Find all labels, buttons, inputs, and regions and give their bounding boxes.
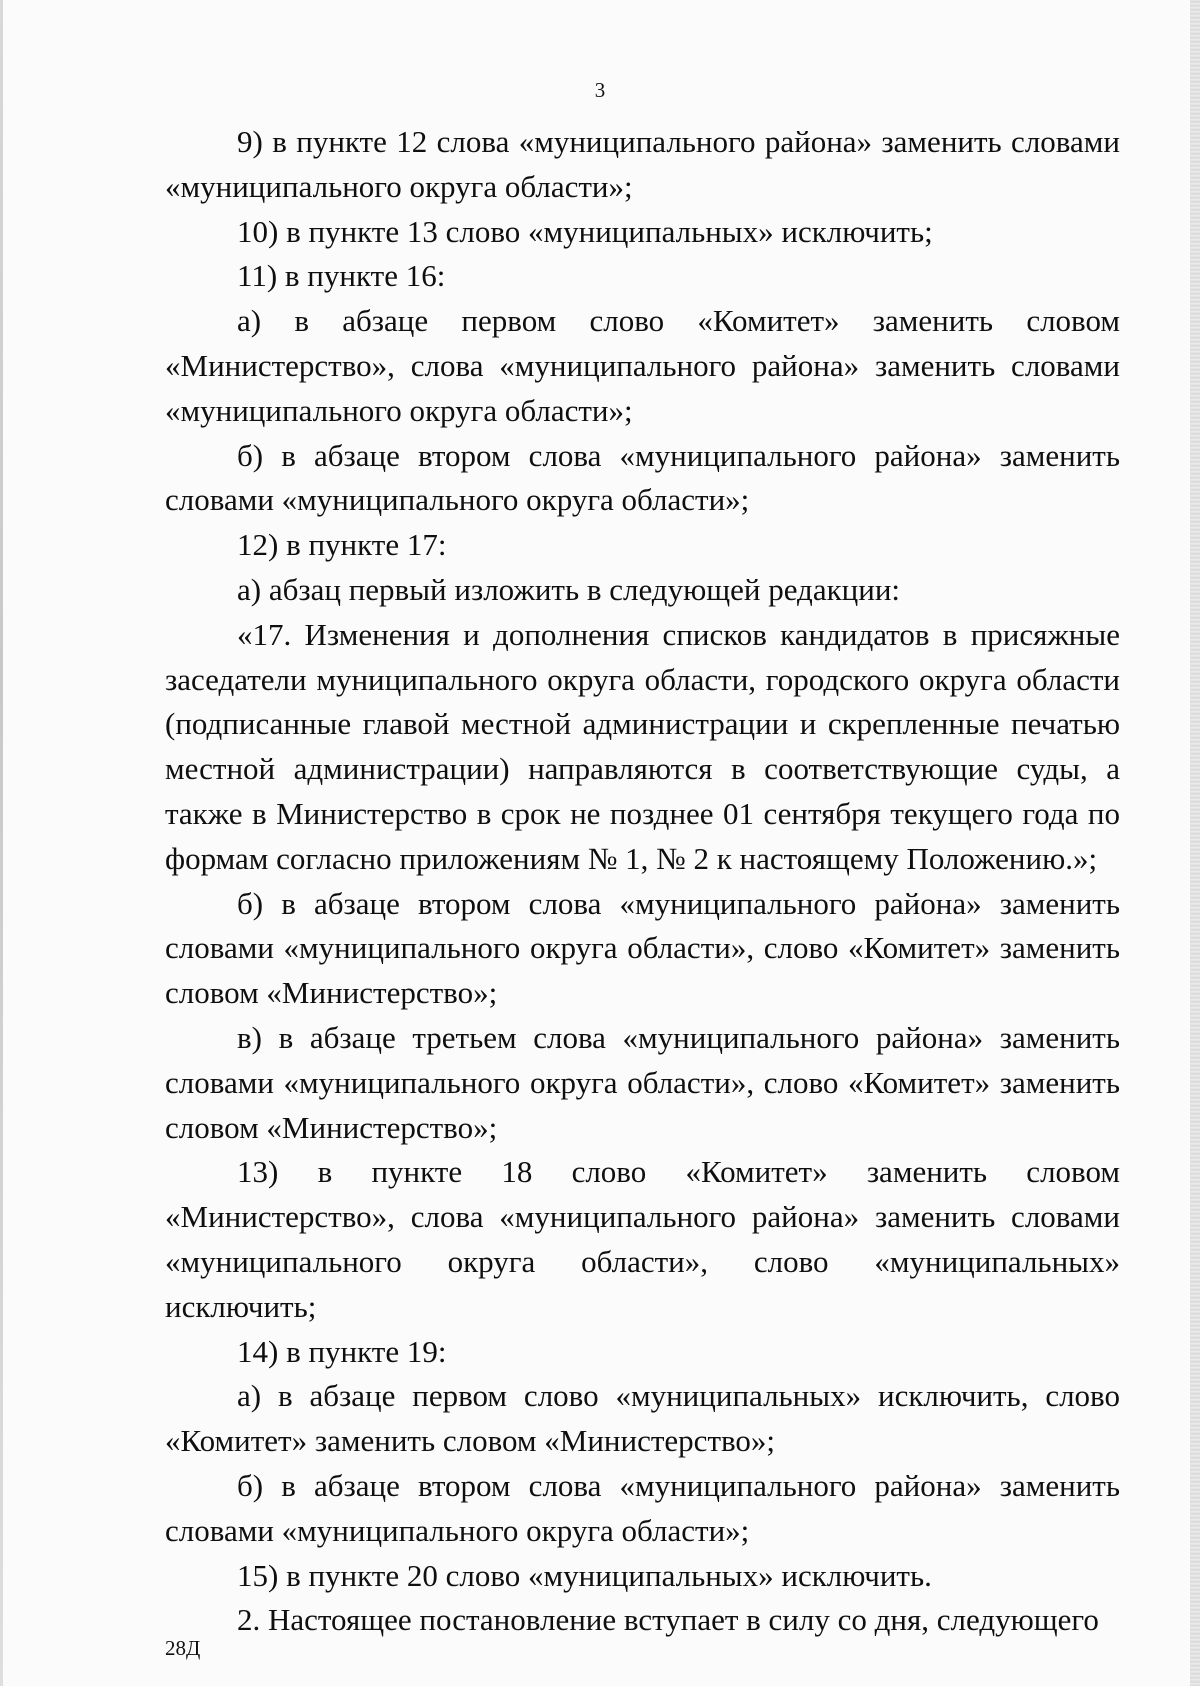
paragraph: «17. Изменения и дополнения списков кандидатов в присяжные заседатели муниципального округа области, городского округа области (подписанные главой местной администрации и скрепленные печатью местной администрации) направляются в соответствующие суды, а также в Министерство в срок не позднее 01 сентября текущего года по формам согласно приложениям № 1, № 2 к настоящему Положению.»; <box>165 616 1120 876</box>
paragraph: а) абзац первый изложить в следующей редакции: <box>237 571 901 607</box>
paragraph: в) в абзаце третьем слова «муниципального района» заменить словами «муниципального округа области», слово «Комитет» заменить словом «Министерство»; <box>165 1019 1120 1145</box>
paragraph: 10) в пункте 13 слово «муниципальных» исключить; <box>237 213 933 249</box>
paragraph: б) в абзаце втором слова «муниципального района» заменить словами «муниципального округа области»; <box>165 1467 1120 1548</box>
scan-edge-left <box>0 0 3 1686</box>
paragraph: 2. Настоящее постановление вступает в силу со дня, следующего <box>237 1602 1099 1638</box>
paragraph: 15) в пункте 20 слово «муниципальных» исключить. <box>237 1557 932 1593</box>
paragraph: а) в абзаце первом слово «Комитет» заменить словом «Министерство», слова «муниципального района» заменить словами «муниципального округа области»; <box>165 303 1120 428</box>
page-number: 3 <box>594 78 606 102</box>
paragraph: 14) в пункте 19: <box>237 1333 447 1369</box>
scan-edge-right <box>1190 0 1200 1686</box>
paragraph: 11) в пункте 16: <box>237 258 446 294</box>
paragraph: а) в абзаце первом слово «муниципальных» исключить, слово «Комитет» заменить словом «Министерство»; <box>165 1378 1120 1459</box>
paragraph: 12) в пункте 17: <box>237 527 447 563</box>
paragraph: б) в абзаце втором слова «муниципального района» заменить словами «муниципального округа области»; <box>165 437 1120 518</box>
paragraph: б) в абзаце втором слова «муниципального района» заменить словами «муниципального округа области», слово «Комитет» заменить словом «Министерство»; <box>165 885 1120 1011</box>
paragraph: 13) в пункте 18 слово «Комитет» заменить словом «Министерство», слова «муниципального района» заменить словами «муниципального округа области», слово «муниципальных» исключить; <box>165 1154 1120 1324</box>
document-body <box>165 120 1120 1643</box>
document-code: 28Д <box>165 1636 201 1660</box>
paragraph: 9) в пункте 12 слова «муниципального района» заменить словами «муниципального округа области»; <box>165 124 1120 204</box>
